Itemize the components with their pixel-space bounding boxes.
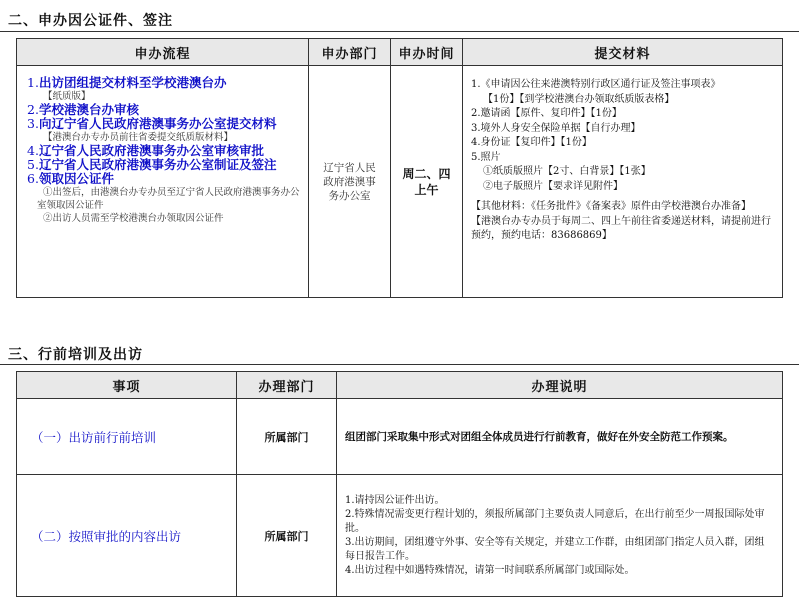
section2-table — [16, 38, 783, 298]
process-step-text: 辽宁省人民政府港澳事务办公室审核审批 — [38, 143, 264, 158]
process-step-number: 4. — [27, 143, 39, 158]
header-item: 事项 — [17, 372, 237, 399]
row2-explanation — [337, 475, 783, 597]
row1-explanation — [337, 399, 783, 475]
materials-line: 【其他材料：《任务批件》《备案表》原件由学校港澳台办准备】 — [471, 201, 751, 212]
process-step-text: 学校港澳台办审核 — [38, 102, 139, 117]
header-handling-dept: 办理部门 — [237, 372, 337, 399]
process-step-number: 5. — [27, 157, 39, 172]
process-step-note: 【港澳台办专办员前往省委提交纸质版材料】 — [43, 132, 234, 143]
materials-line: 4.身份证【复印件】【1份】 — [471, 137, 592, 148]
process-cell — [17, 66, 309, 298]
process-step-text: 领取因公证件 — [38, 171, 114, 186]
process-step — [27, 158, 302, 172]
header-time: 申办时间 — [391, 39, 463, 66]
process-step-note: ①出签后，由港澳台办专办员至辽宁省人民政府港澳事务办公室领取因公证件 — [37, 187, 300, 211]
process-steps — [27, 76, 302, 225]
process-step-text: 辽宁省人民政府港澳事务办公室制证及签注 — [38, 157, 277, 172]
materials-cell — [463, 66, 783, 298]
header-materials: 提交材料 — [463, 39, 783, 66]
process-step-text: 向辽宁省人民政府港澳事务办公室提交材料 — [38, 116, 277, 131]
row1-dept: 所属部门 — [237, 399, 337, 475]
header-explanation: 办理说明 — [337, 372, 783, 399]
process-step-number: 2. — [27, 102, 39, 117]
process-step — [27, 172, 302, 186]
materials-line: 5.照片 — [471, 151, 501, 163]
process-step — [27, 117, 302, 131]
process-step-number: 1. — [27, 75, 39, 90]
section2-title: 二、申办因公证件、签注 — [8, 13, 173, 29]
row2-dept: 所属部门 — [237, 475, 337, 597]
explanation-line: 4.出访过程中如遇特殊情况，请第一时间联系所属部门或国际处。 — [345, 564, 635, 576]
process-step-number: 3. — [27, 116, 39, 131]
process-step-note: ②出访人员需至学校港澳台办领取因公证件 — [43, 213, 224, 224]
materials-line: 1.《申请因公往来港澳特别行政区通行证及签注事项表》 — [471, 79, 721, 90]
process-step-note: 【纸质版】 — [43, 91, 91, 102]
department-cell: 辽宁省人民政府港澳事务办公室 — [309, 66, 391, 298]
process-step — [27, 76, 302, 90]
row2-item: （二）按照审批的内容出访 — [17, 475, 237, 597]
materials-line: 2.邀请函【原件、复印件】【1份】 — [471, 108, 622, 119]
explanation-line: 组团部门采取集中形式对团组全体成员进行行前教育，做好在外安全防范工作预案。 — [345, 430, 734, 443]
materials-line: ①纸质版照片【2寸、白背景】【1张】 — [483, 166, 651, 177]
materials-line: 【1份】【到学校港澳台办领取纸质版表格】 — [483, 93, 675, 105]
process-step-text: 出访团组提交材料至学校港澳台办 — [38, 75, 227, 90]
process-step — [27, 144, 302, 158]
materials-line: ②电子版照片【要求详见附件】 — [483, 180, 623, 192]
process-step — [27, 103, 302, 117]
explanation-line: 1.请持因公证件出访。 — [345, 494, 445, 506]
section3-table — [16, 371, 783, 597]
time-cell: 周二、四上午 — [391, 66, 463, 298]
materials-line: 【港澳台办专办员于每周二、四上午前往省委递送材料，请提前进行预约，预约电话：83686869】 — [471, 215, 771, 241]
materials-line: 3.境外人身安全保险单据【自行办理】 — [471, 122, 641, 134]
materials-list — [471, 78, 776, 244]
section3-title: 三、行前培训及出访 — [8, 347, 143, 363]
section2-divider — [0, 31, 799, 32]
explanation-line: 3.出访期间，团组遵守外事、安全等有关规定，并建立工作群，由组团部门指定人员入群，团组每日报告工作。 — [345, 536, 765, 562]
process-step-number: 6. — [27, 171, 39, 186]
header-process: 申办流程 — [17, 39, 309, 66]
row1-item: （一）出访前行前培训 — [17, 399, 237, 475]
explanation-line: 2.特殊情况需变更行程计划的，须报所属部门主要负责人同意后，在出行前至少一周报国际处审批。 — [345, 508, 765, 534]
section3-divider — [0, 364, 799, 365]
header-department: 申办部门 — [309, 39, 391, 66]
